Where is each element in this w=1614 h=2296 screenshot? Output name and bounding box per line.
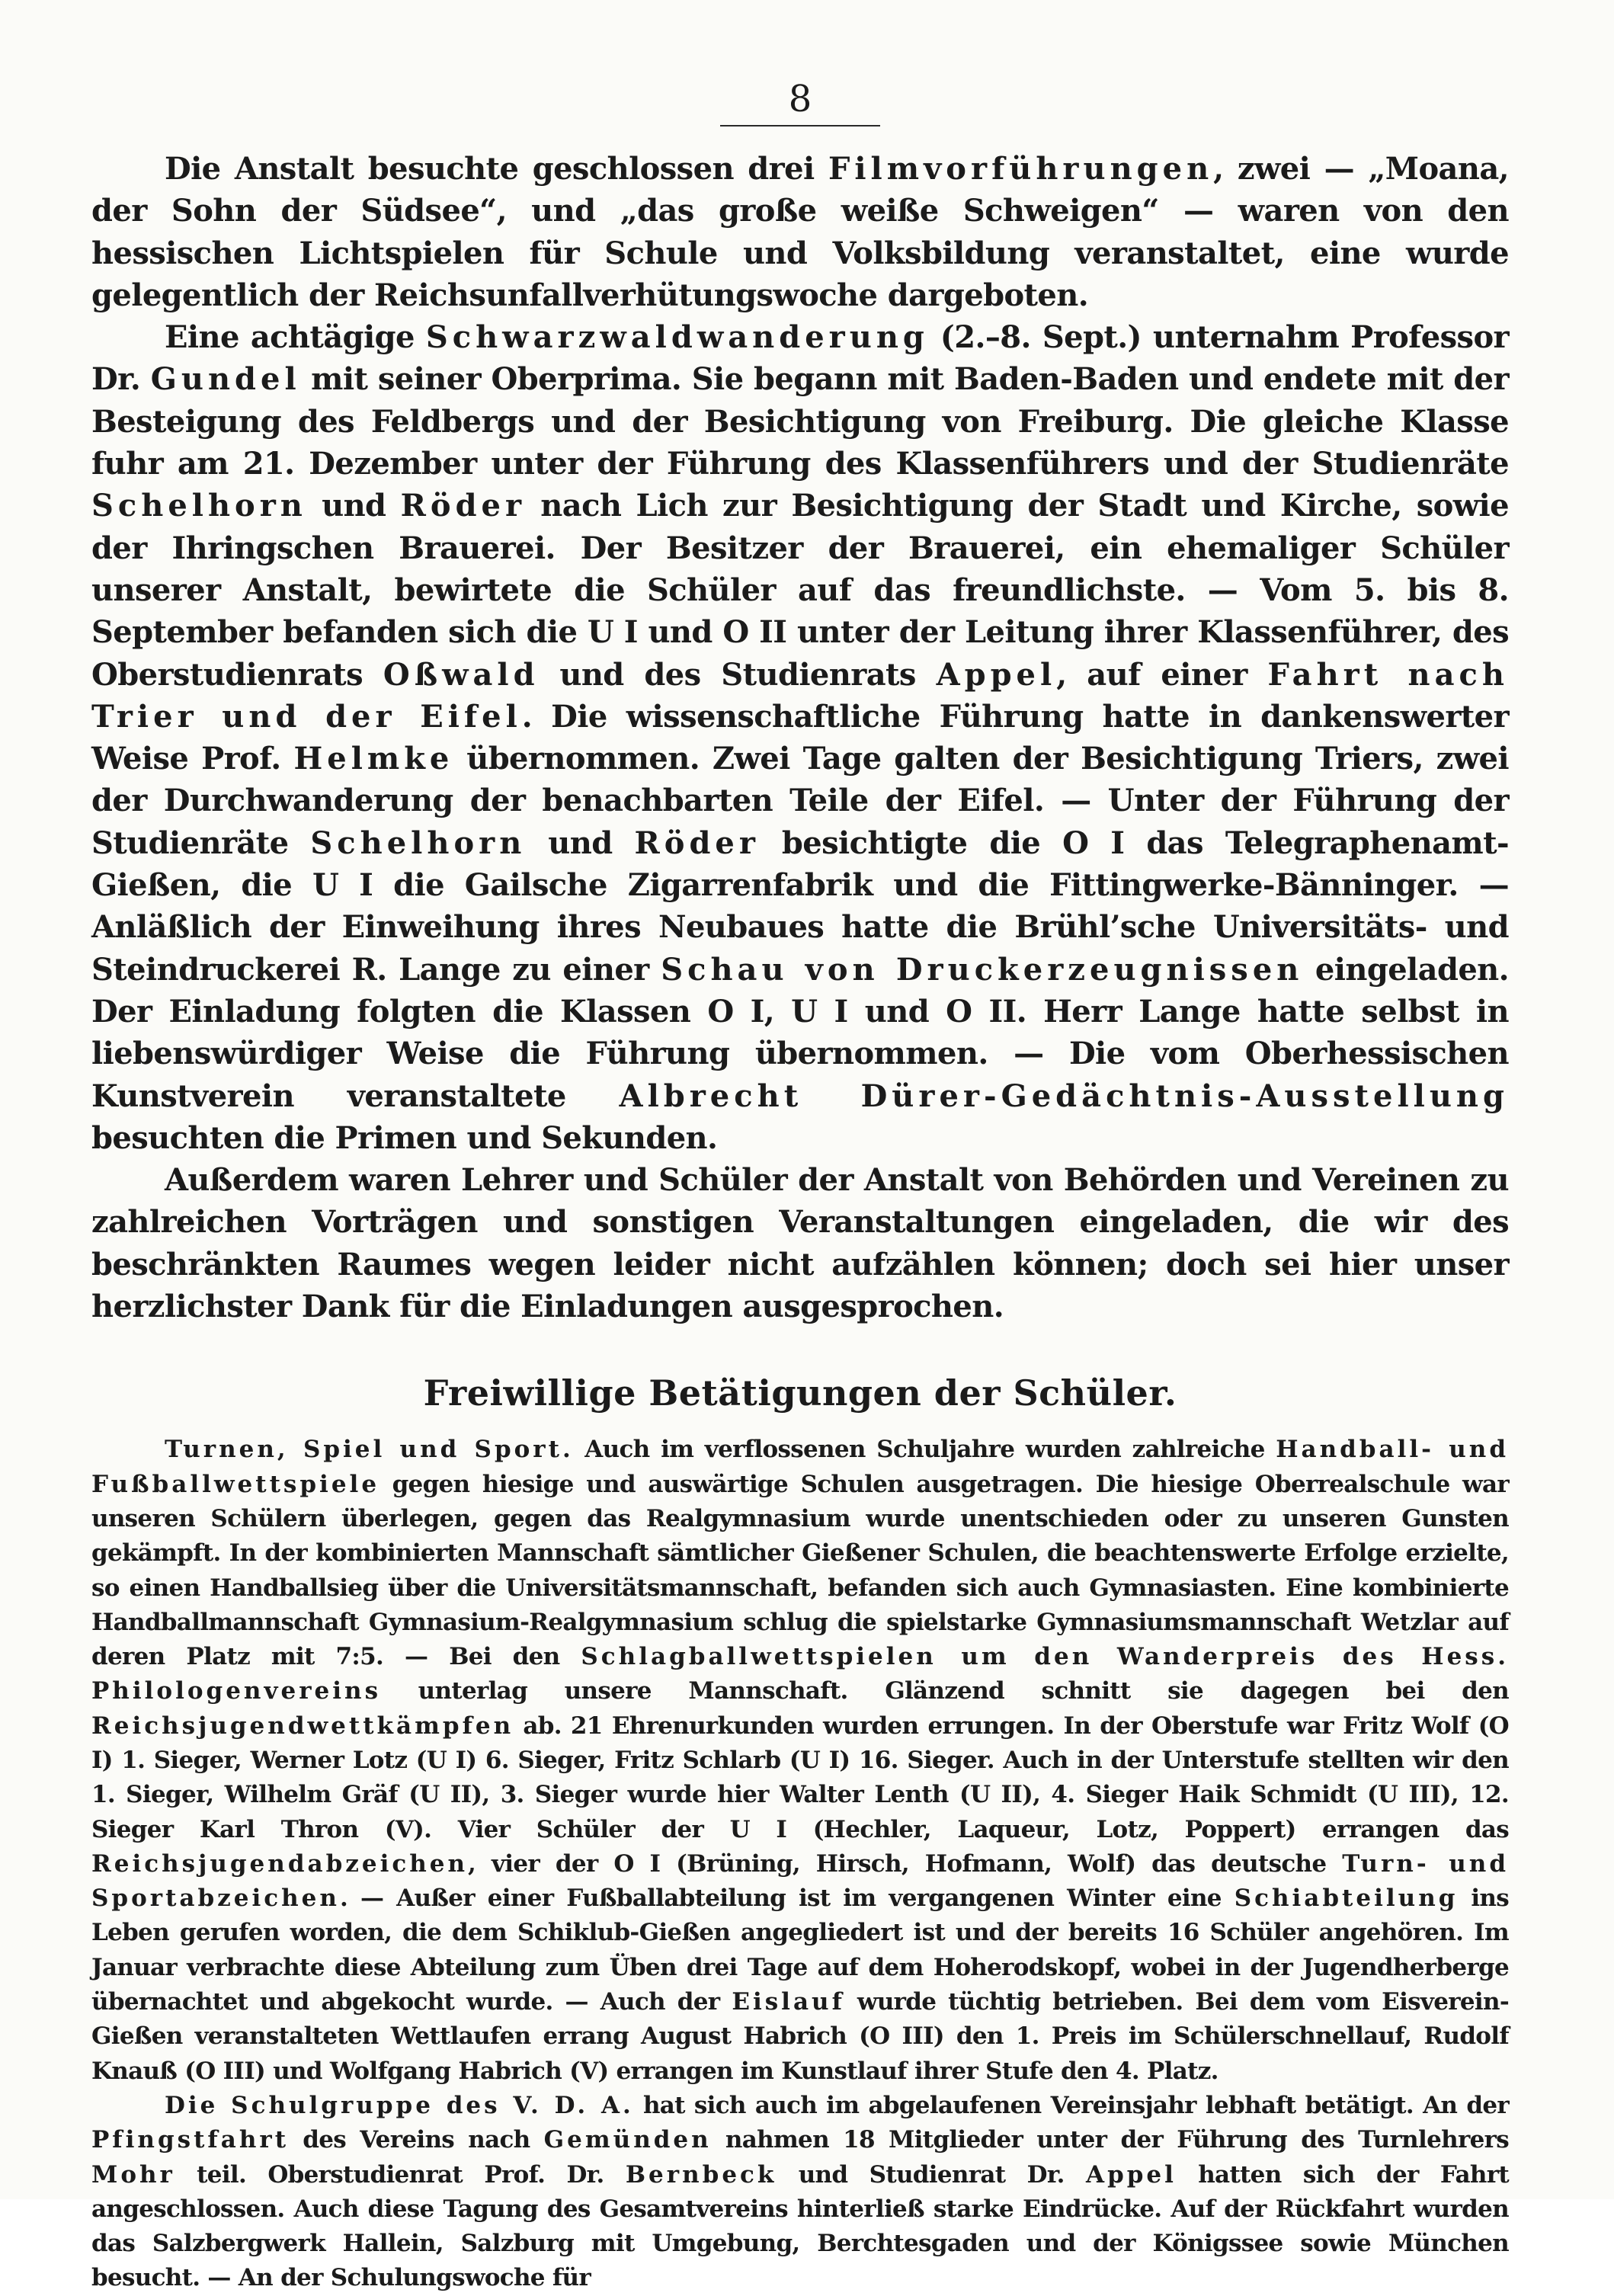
text-run: besichtigte die O I das Telegraphenamt-Gießen, die U I die Gailsche Zigarrenfabrik und die Fittingwerke-Bänninger. — Anläßlich der Einweihung ihres Neubaues hatte die Brühl’sche Universitäts- und Steindruckerei R. Lange zu einer (91, 825, 1509, 988)
page-number-rule (720, 125, 880, 126)
text-run: mit seiner Oberprima. Sie begann mit Baden-Baden und endete mit der Besteigung des Feldbergs und der Besichtigung von Freiburg. Die gleiche Klasse fuhr am 21. Dezember unter der Führung des Klassenführers und der Studienräte (91, 361, 1509, 482)
text-run: teil. Oberstudienrat Prof. Dr. (175, 2160, 626, 2189)
text-run: unterlag unsere Mannschaft. Glänzend schnitt sie dagegen bei den (381, 1677, 1509, 1705)
spaced-name: Bernbeck (625, 2160, 777, 2189)
document-page (91, 76, 1510, 2292)
text-run: hat sich auch im abgelaufenen Vereinsjahr lebhaft betätigt. An der (633, 2091, 1510, 2119)
paragraph-film-screenings (91, 148, 1509, 316)
spaced-term: Gemünden (543, 2126, 712, 2154)
text-run: Die Anstalt besuchte geschlossen drei (165, 151, 828, 187)
text-run: und (306, 488, 401, 524)
text-run: , zwei — „Moana, der Sohn der Südsee“, und „das große weiße Schweigen“ — waren von den hessischen Lichtspielen für Schule und Volksbildung veranstaltet, eine wurde gelegentlich der Reichsunfallverhütungswoche dargeboten. (91, 151, 1509, 313)
text-run: Auch im verflossenen Schuljahre wurden zahlreiche (573, 1436, 1276, 1464)
spaced-term: Filmvorführungen (828, 151, 1214, 187)
spaced-name: Helmke (293, 741, 454, 777)
text-run: . Die wissenschaftliche Führung hatte in dankenswerter Weise Prof. (91, 698, 1509, 777)
text-run: . — Außer einer Fußballabteilung ist im vergangenen Winter eine (339, 1885, 1235, 1913)
spaced-term: Schwarzwaldwanderung (425, 319, 929, 356)
text-run: Eine achtägige (165, 319, 426, 356)
paragraph-sports (91, 1433, 1509, 2089)
text-run: wurde tüchtig betrieben. Bei dem vom Eisverein-Gießen veranstalteten Wettlaufen errang August Habrich (O III) den 1. Preis im Schülerschnellauf, Rudolf Knauß (O III) und Wolfgang Habrich (V) errangen im Kunstlauf ihrer Stufe den 4. Platz. (91, 1988, 1509, 2085)
spaced-term: Schau von Druckerzeugnissen (661, 951, 1304, 988)
paragraph-hikes-and-trips (91, 316, 1509, 1159)
spaced-term: Handball- und Fußballwettspiele (91, 1436, 1510, 1498)
text-run: (2.–8. Sept.) unternahm Professor Dr. (91, 319, 1509, 398)
spaced-term: Turnen, Spiel und Sport. (165, 1436, 574, 1464)
spaced-name: Gundel (150, 361, 301, 398)
spaced-name: Schelhorn (310, 825, 527, 861)
spaced-term: Schlagballwettspielen um den Wanderpreis des Hess. Philologenvereins (91, 1643, 1510, 1705)
spaced-term: Schiabteilung (1234, 1885, 1459, 1913)
text-run: ins Leben gerufen worden, die dem Schiklub-Gießen angegliedert ist und der bereits 16 Schüler angehören. Im Januar verbrachte diese Abteilung zum Üben drei Tage auf dem Hoherodskopf, wobei in der Jugendherberge übernachtet und abgekocht wurde. — Auch der (91, 1885, 1509, 2016)
spaced-term: Reichsjugendabzeichen (91, 1849, 469, 1878)
text-run: und (526, 825, 635, 861)
spaced-name: Mohr (91, 2160, 175, 2189)
spaced-term: Die Schulgruppe des V. D. A. (165, 2091, 634, 2119)
spaced-term: Fahrt nach Trier und der Eifel (91, 656, 1509, 735)
excursions-section (91, 148, 1509, 1327)
spaced-name: Röder (400, 488, 527, 524)
spaced-term: Turn- und Sportabzeichen (91, 1849, 1509, 1913)
spaced-name: Appel (1086, 2160, 1177, 2189)
spaced-term: Pfingstfahrt (91, 2126, 290, 2154)
text-run: , vier der O I (Brüning, Hirsch, Hofmann, Wolf) das deutsche (468, 1849, 1343, 1878)
spaced-term: Eislauf (732, 1988, 845, 2016)
text-run: eingeladen. Der Einladung folgten die Klassen O I, U I und O II. Herr Lange hatte selbst in liebenswürdiger Weise die Führung übernommen. — Die vom Oberhessischen Kunstverein veranstaltete (91, 951, 1509, 1114)
activities-section (91, 1433, 1509, 2295)
spaced-name: Oßwald (383, 656, 540, 693)
paragraph-vda-group (91, 2089, 1509, 2296)
text-run: hatten sich der Fahrt angeschlossen. Auch diese Tagung des Gesamtvereins hinterließ starke Eindrücke. Auf der Rückfahrt wurden das Salzbergwerk Hallein, Salzburg mit Umgebung, Berchtesgaden und der Königssee sowie München besucht. — An der Schulungswoche für (91, 2160, 1509, 2292)
spaced-name: Schelhorn (91, 488, 307, 524)
spaced-name: Appel (936, 656, 1057, 693)
text-run: , auf einer (1056, 656, 1268, 693)
spaced-term: Reichsjugendwettkämpfen (91, 1712, 514, 1740)
page-number: 8 (788, 78, 812, 120)
text-run: gegen hiesige und auswärtige Schulen ausgetragen. Die hiesige Oberrealschule war unseren Schülern überlegen, gegen das Realgymnasium wurde unentschieden oder zu unseren Gunsten gekämpft. In der kombinierten Mannschaft sämtlicher Gießener Schulen, die beachtenswerte Erfolge erzielte, so einen Handballsieg über die Universitätsmannschaft, befanden sich auch Gymnasiasten. Eine kombinierte Handballmannschaft Gymnasium-Realgymnasium schlug die spielstarke Gymnasiumsmannschaft Wetzlar auf deren Platz mit 7:5. — Bei den (91, 1470, 1509, 1671)
paragraph-thanks: Außerdem waren Lehrer und Schüler der Anstalt von Behörden und Vereinen zu zahlreichen Vorträgen und sonstigen Veranstaltungen eingeladen, die wir des beschränkten Raumes wegen leider nicht aufzählen können; doch sei hier unser herzlichster Dank für die Einladungen ausgesprochen. (91, 1162, 1509, 1325)
text-run: und Studienrat Dr. (777, 2160, 1087, 2189)
text-run: des Vereins nach (289, 2126, 544, 2154)
text-run: nahmen 18 Mitglieder unter der Führung des Turnlehrers (711, 2126, 1509, 2154)
text-run: und des Studienrats (539, 656, 937, 693)
text-run: besuchten die Primen und Sekunden. (91, 1119, 718, 1156)
text-run: ab. 21 Ehrenurkunden wurden errungen. In der Oberstufe war Fritz Wolf (O I) 1. Sieger, Werner Lotz (U I) 6. Sieger, Fritz Schlarb (U I) 16. Sieger. Auch in der Unterstufe stellten wir den 1. Sieger, Wilhelm Gräf (U II), 3. Sieger wurde hier Walter Lenth (U II), 4. Sieger Haik Schmidt (U III), 12. Sieger Karl Thron (V). Vier Schüler der U I (Hechler, Laqueur, Lotz, Poppert) errangen das (91, 1712, 1509, 1843)
text-run: übernommen. Zwei Tage galten der Besichtigung Triers, zwei der Durchwanderung der benachbarten Teile der Eifel. — Unter der Führung der Studienräte (91, 741, 1509, 861)
text-run: nach Lich zur Besichtigung der Stadt und Kirche, sowie der Ihringschen Brauerei. Der Besitzer der Brauerei, ein ehemaliger Schüler unserer Anstalt, bewirtete die Schüler auf das freundlichste. — Vom 5. bis 8. September befanden sich die U I und O II unter der Leitung ihrer Klassenführer, des Oberstudienrats (91, 488, 1509, 693)
spaced-term: Albrecht Dürer-Gedächtnis-Ausstellung (619, 1078, 1509, 1114)
section-heading: Freiwillige Betätigungen der Schüler. (423, 1372, 1177, 1414)
spaced-name: Röder (634, 825, 760, 861)
